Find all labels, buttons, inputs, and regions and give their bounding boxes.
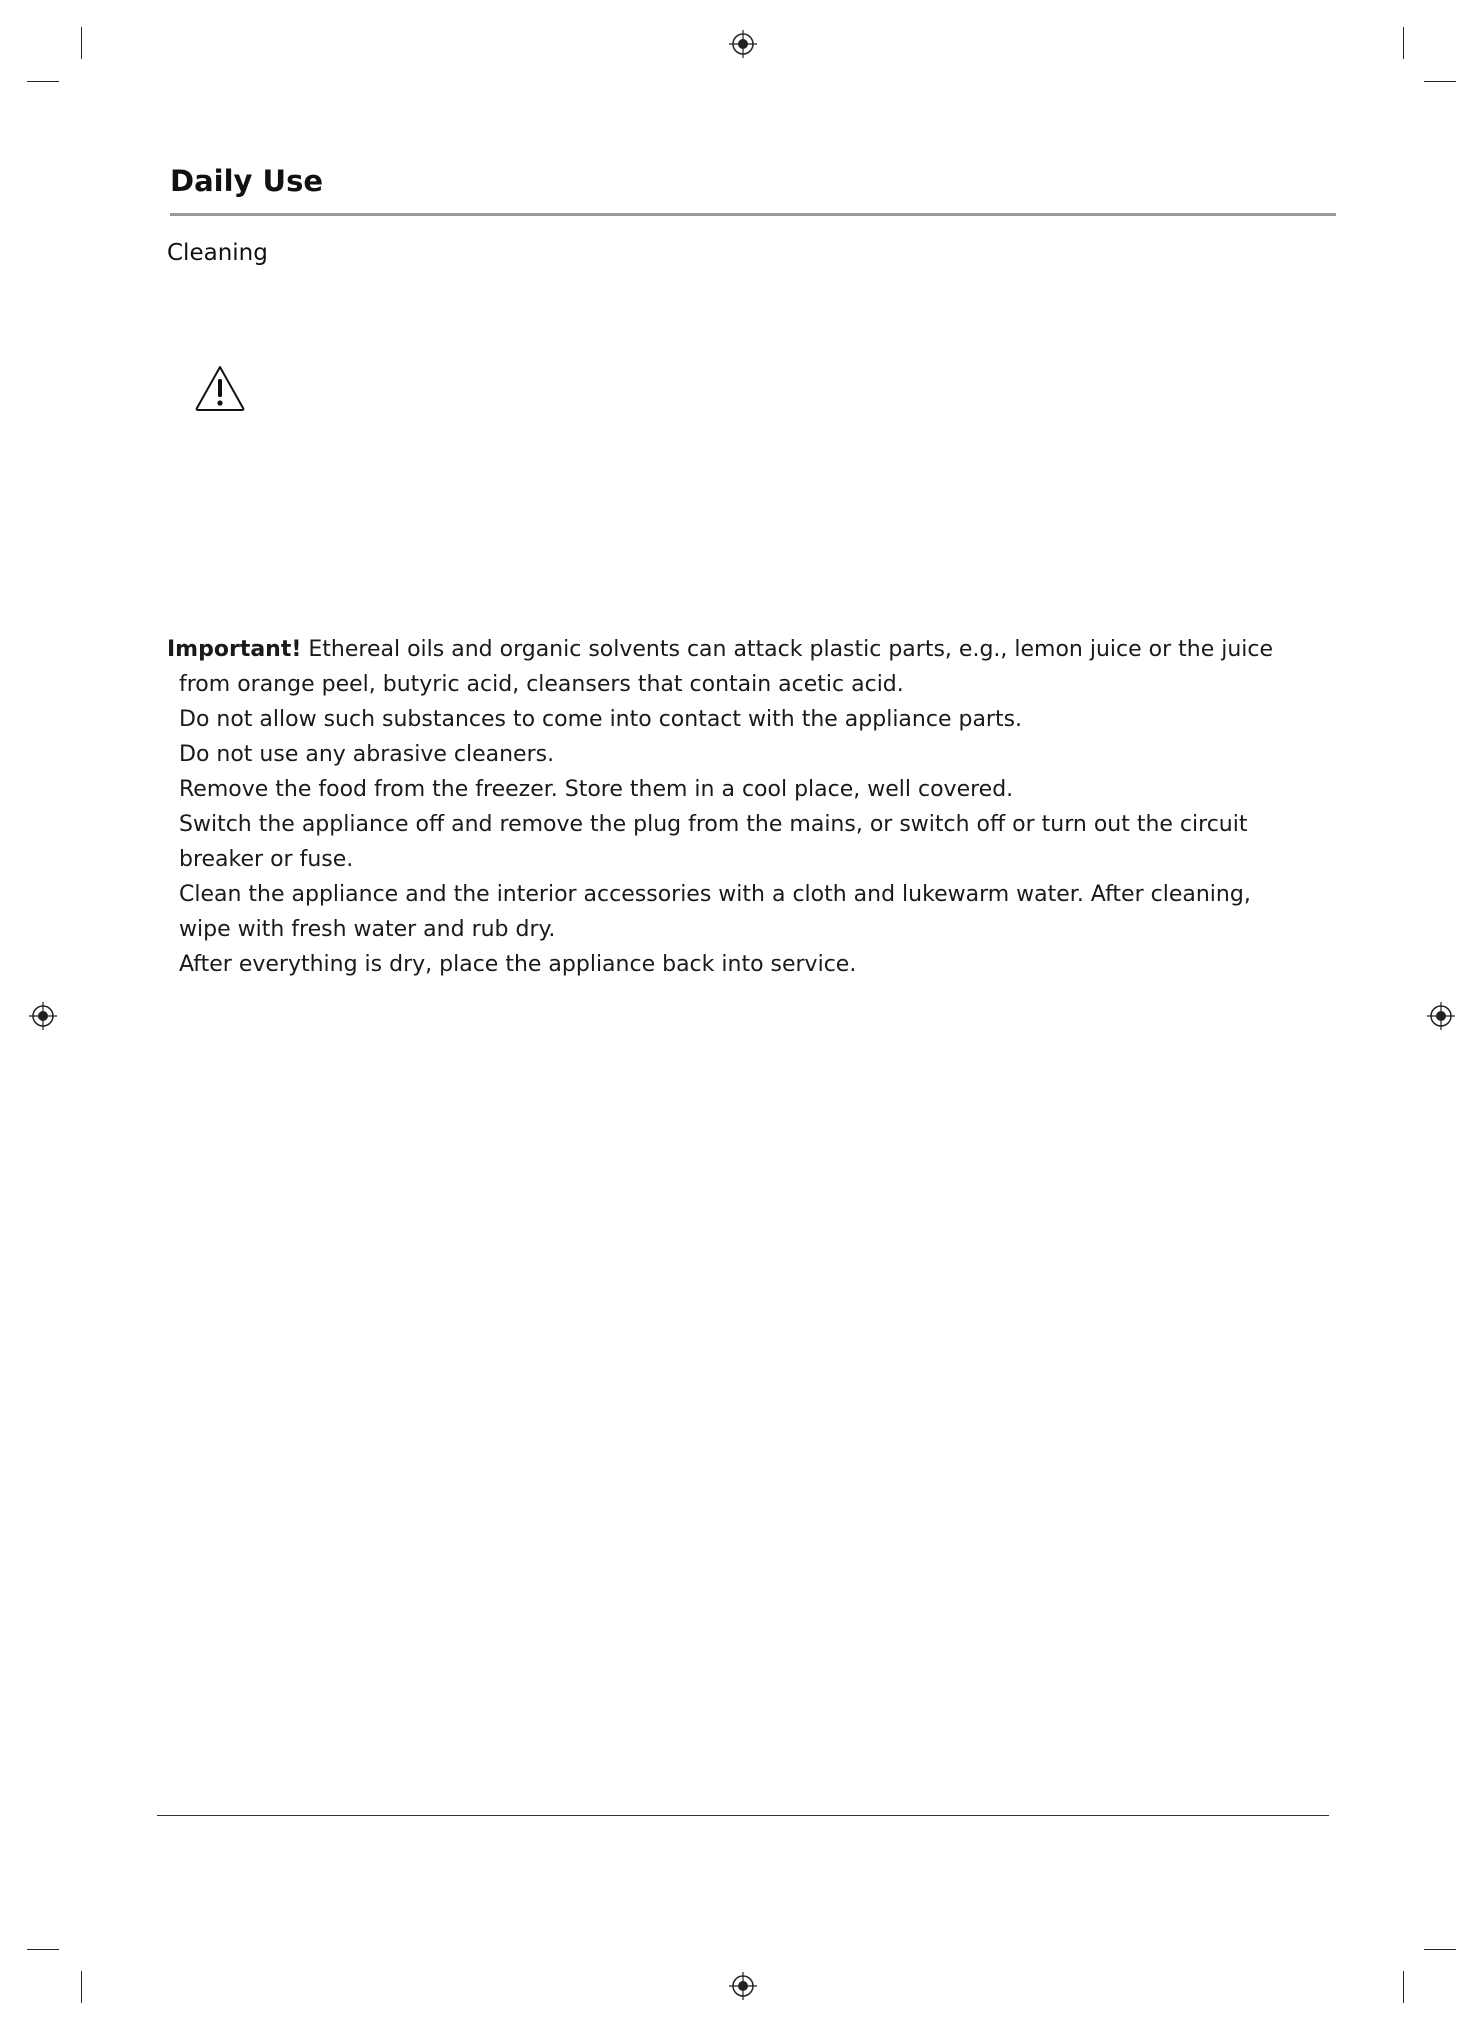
page-title: Daily Use xyxy=(170,164,324,198)
crop-mark xyxy=(81,1971,82,2003)
list-item: Switch the appliance off and remove the plug from the mains, or switch off or turn out the circuit breaker or fuse. xyxy=(179,812,1248,872)
list-item: Do not allow such substances to come into contact with the appliance parts. xyxy=(179,707,1023,732)
warning-triangle-icon xyxy=(194,364,246,412)
footer-divider xyxy=(157,1815,1329,1816)
registration-mark-icon xyxy=(1427,1002,1455,1030)
crop-mark xyxy=(1424,1949,1456,1950)
section-heading: Cleaning xyxy=(167,240,268,266)
cleaning-instructions xyxy=(167,632,1307,982)
important-label: Important! xyxy=(167,637,302,662)
crop-mark xyxy=(1403,1971,1404,2003)
crop-mark xyxy=(27,1949,59,1950)
list-item: After everything is dry, place the appliance back into service. xyxy=(179,952,857,977)
list-item: Clean the appliance and the interior accessories with a cloth and lukewarm water. After cleaning, wipe with fresh water and rub dry. xyxy=(179,882,1251,942)
registration-mark-icon xyxy=(729,1972,757,2000)
important-text: Ethereal oils and organic solvents can attack plastic parts, e.g., lemon juice or the juice from orange peel, butyric acid, cleansers that contain acetic acid. xyxy=(179,637,1274,697)
registration-mark-icon xyxy=(729,30,757,58)
list-item: Do not use any abrasive cleaners. xyxy=(179,742,555,767)
important-note xyxy=(167,632,1307,702)
list-item: Remove the food from the freezer. Store them in a cool place, well covered. xyxy=(179,777,1014,802)
title-divider xyxy=(170,213,1336,216)
crop-mark xyxy=(1403,27,1404,59)
registration-mark-icon xyxy=(29,1002,57,1030)
crop-mark xyxy=(1424,81,1456,82)
crop-mark xyxy=(27,81,59,82)
crop-mark xyxy=(81,27,82,59)
